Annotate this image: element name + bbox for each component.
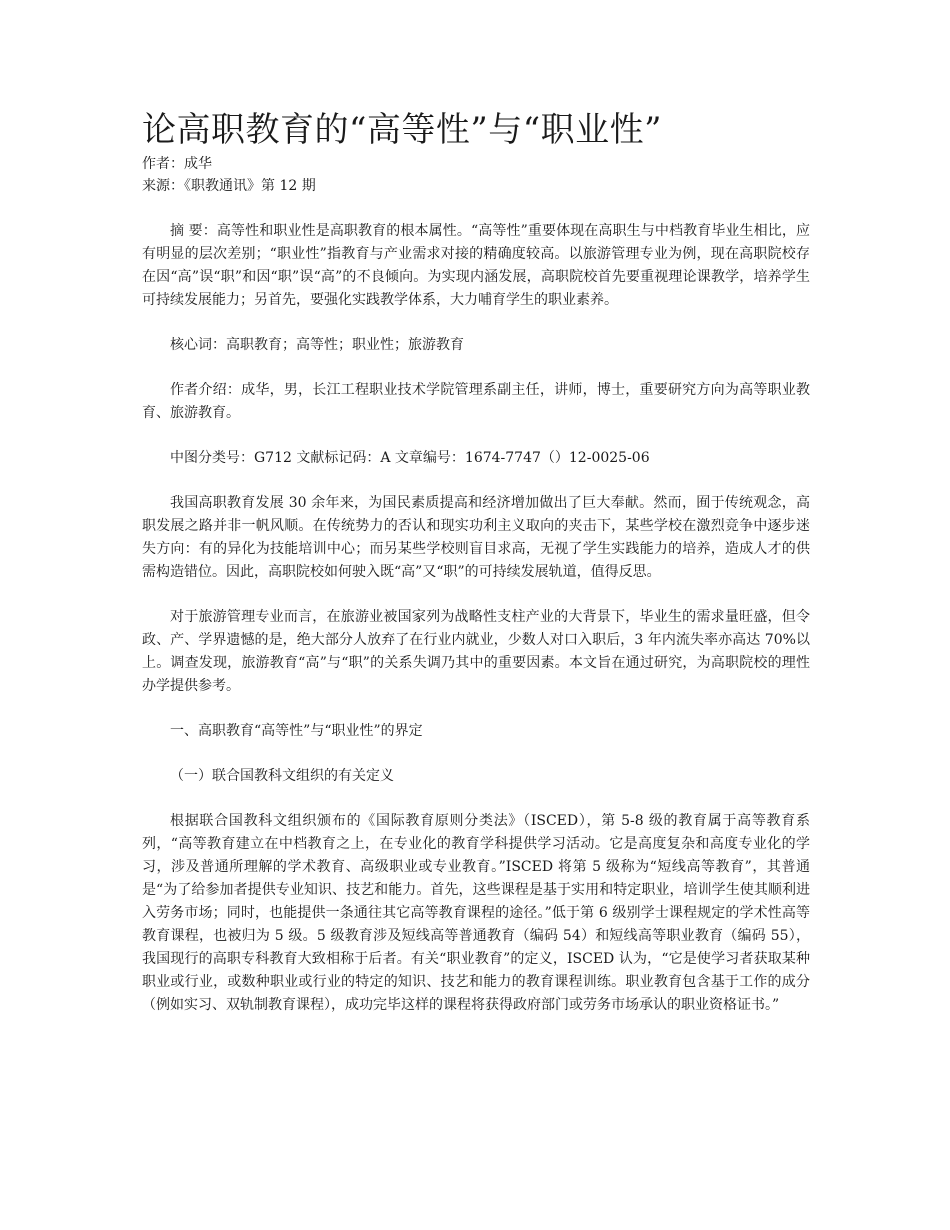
classification-paragraph: 中图分类号：G712 文献标记码：A 文章编号：1674-7747（）12-0025-06	[170, 450, 650, 466]
document-title: 论高职教育的“高等性”与“职业性”	[142, 110, 663, 150]
body-paragraph: 对于旅游管理专业而言，在旅游业被国家列为战略性支柱产业的大背景下，毕业生的需求量旺盛，但令政、产、学界遗憾的是，绝大部分人放弃了在行业内就业，少数人对口入职后，3 年内流失率亦高达 70%以上。调查发现，旅游教育“高”与“职”的关系失调乃其中的重要因素。本文旨在通过研究，为高职院校的理性办学提供参考。	[142, 609, 810, 694]
body-paragraph: 根据联合国教科文组织颁布的《国际教育原则分类法》（ISCED），第 5-8 级的教育属于高等教育系列，“高等教育建立在中档教育之上，在专业化的教育学科提供学习活动。它是高度复杂和高度专业化的学习，涉及普通所理解的学术教育、高级职业或专业教育。”ISCED 将第 5 级称为“短线高等教育”，其普通是“为了给参加者提供专业知识、技艺和能力。首先，这些课程是基于实用和特定职业，培训学生使其顺利进入劳务市场；同时，也能提供一条通往其它高等教育课程的途径。”低于第 6 级别学士课程规定的学术性高等教育课程，也被归为 5 级。5 级教育涉及短线高等普通教育（编码 54）和短线高等职业教育（编码 55），我国现行的高职专科教育大致相称于后者。有关“职业教育”的定义，ISCED 认为，“它是使学习者获取某种职业或行业，或数种职业或行业的特定的知识、技艺和能力的教育课程训练。职业教育包含基于工作的成分（例如实习、双轨制教育课程），成功完毕这样的课程将获得政府部门或劳务市场承认的职业资格证书。”	[142, 813, 810, 1013]
abstract-paragraph: 摘 要：高等性和职业性是高职教育的根本属性。“高等性”重要体现在高职生与中档教育毕业生相比，应有明显的层次差别；“职业性”指教育与产业需求对接的精确度较高。以旅游管理专业为例，现在高职院校存在因“高”误“职”和因“职”误“高”的不良倾向。为实现内涵发展，高职院校首先要重视理论课教学，培养学生可持续发展能力；另首先，要强化实践教学体系，大力哺育学生的职业素养。	[142, 223, 810, 308]
section-heading: 一、高职教育“高等性”与“职业性”的界定	[170, 723, 423, 739]
source-line: 来源：《职教通讯》第 12 期	[142, 178, 316, 194]
keywords-paragraph: 核心词：高职教育；高等性；职业性；旅游教育	[170, 337, 464, 353]
author-intro-paragraph: 作者介绍：成华，男，长江工程职业技术学院管理系副主任，讲师，博士，重要研究方向为高等职业教育、旅游教育。	[142, 382, 810, 421]
subsection-heading: （一）联合国教科文组织的有关定义	[170, 768, 394, 784]
author-line: 作者：成华	[142, 156, 212, 172]
body-paragraph: 我国高职教育发展 30 余年来，为国民素质提高和经济增加做出了巨大奉献。然而，囿于传统观念，高职发展之路并非一帆风顺。在传统势力的否认和现实功利主义取向的夹击下，某些学校在激烈竞争中逐步迷失方向：有的异化为技能培训中心；而另某些学校则盲目求高，无视了学生实践能力的培养，造成人才的供需构造错位。因此，高职院校如何驶入既“高”又“职”的可持续发展轨道，值得反思。	[142, 495, 810, 580]
document-body	[142, 220, 810, 1039]
